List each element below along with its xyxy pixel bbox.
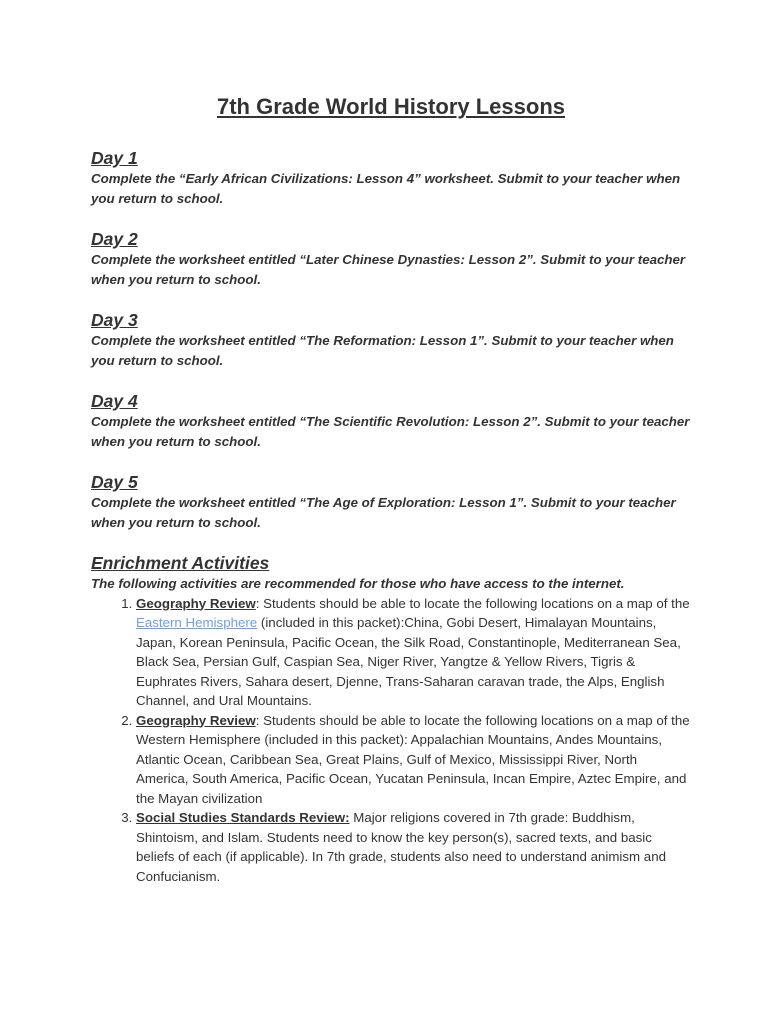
page-title: 7th Grade World History Lessons [216,94,565,119]
day-1-section [91,147,691,208]
list-item [136,808,691,886]
list-item [136,594,691,711]
activity-text: Major religions covered in 7th grade: Buddhism, Shintoism, and Islam. Students need to know the key person(s), sacred texts, and basic beliefs of each (if applicable). In 7th grade, students also need to understand animism and Confucianism. [136,810,666,884]
day-4-section [91,390,691,451]
day-5-section [91,471,691,532]
enrichment-section [91,552,691,886]
eastern-hemisphere-link[interactable]: Eastern Hemisphere [136,615,258,630]
day-heading: Day 3 [91,310,138,330]
enrichment-intro: The following activities are recommended for those who have access to the internet. [91,576,625,591]
activity-title: Geography Review [136,712,256,728]
list-item [136,711,691,809]
day-3-section [91,309,691,370]
day-heading: Day 4 [91,391,138,411]
day-instructions: Complete the worksheet entitled “Later Chinese Dynasties: Lesson 2”. Submit to your teacher when you return to school. [91,252,686,287]
activity-text: : Students should be able to locate the following locations on a map of the [255,595,690,611]
document-page [91,92,691,886]
activity-text: : Students should be able to locate the following locations on a map of the Western Hemisphere (included in this packet): Appalachian Mountains, Andes Mountains, Atlantic Ocean, Caribbean Sea, Great Plains, Gulf of Mexico, Mississippi River, North America, South America, Pacific Ocean, Yucatan Peninsula, Incan Empire, Aztec Empire, and the Mayan civilization [136,712,690,806]
activity-title: Social Studies Standards Review: [136,810,350,825]
day-heading: Day 5 [91,472,138,492]
activity-text: (included in this packet):China, Gobi Desert, Himalayan Mountains, Japan, Korean Peninsula, Pacific Ocean, the Silk Road, Constantinople, Mediterranean Sea, Black Sea, Persian Gulf, Caspian Sea, Niger River, Yangtze & Yellow Rivers, Tigris & Euphrates Rivers, Sahara desert, Djenne, Trans-Saharan caravan trade, the Alps, English Channel, and Ural Mountains. [136,615,681,708]
day-heading: Day 2 [91,229,138,249]
day-heading: Day 1 [91,148,138,168]
day-2-section [91,228,691,289]
enrichment-heading: Enrichment Activities [91,553,270,573]
day-instructions: Complete the worksheet entitled “The Scientific Revolution: Lesson 2”. Submit to your teacher when you return to school. [91,414,690,449]
day-instructions: Complete the worksheet entitled “The Reformation: Lesson 1”. Submit to your teacher when you return to school. [91,333,674,368]
day-instructions: Complete the “Early African Civilizations: Lesson 4” worksheet. Submit to your teacher when you return to school. [91,171,681,206]
day-instructions: Complete the worksheet entitled “The Age of Exploration: Lesson 1”. Submit to your teacher when you return to school. [91,495,676,530]
activities-list [91,594,691,887]
activity-title: Geography Review [136,595,256,611]
